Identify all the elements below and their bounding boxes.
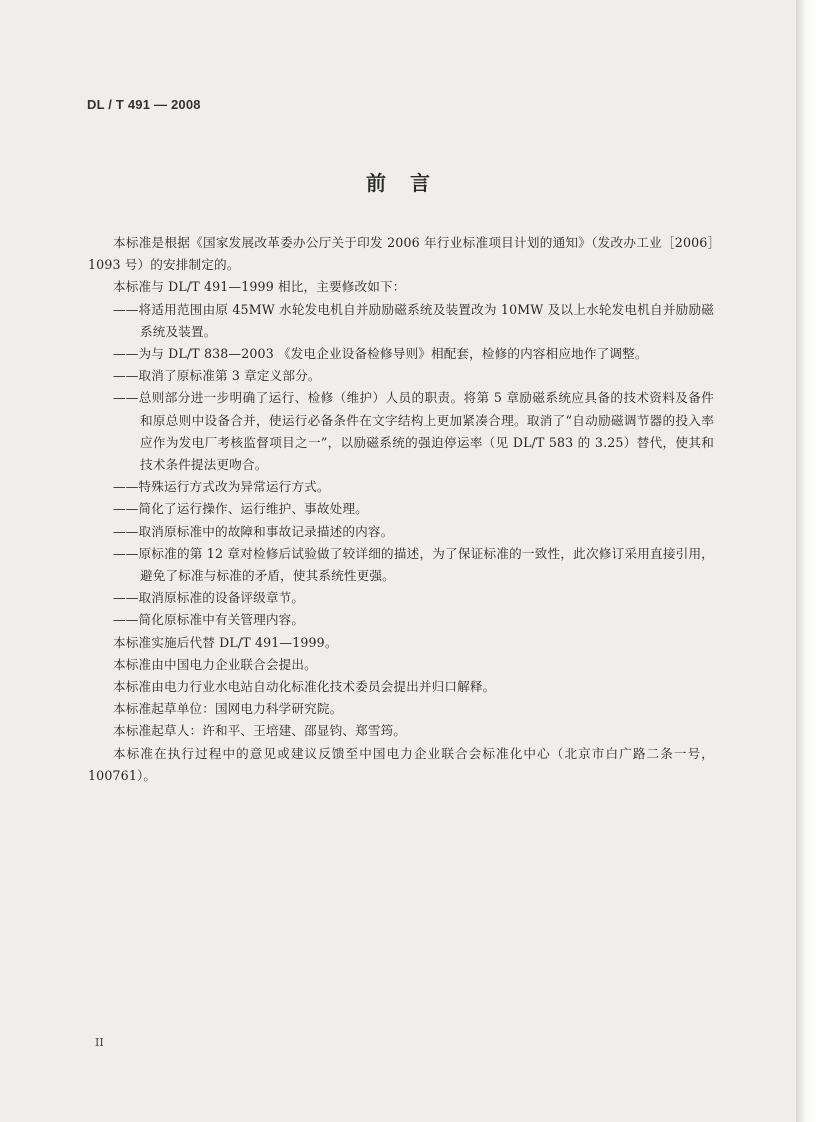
foreword-body xyxy=(88,232,714,787)
change-list-item: ——简化原标准中有关管理内容。 xyxy=(113,612,305,628)
change-list-item: ——取消了原标准第 3 章定义部分。 xyxy=(113,368,321,384)
change-list-item: ——原标准的第 12 章对检修后试验做了较详细的描述，为了保证标准的一致性，此次修订采用直接引用，避免了标准与标准的矛盾，使其系统性更强。 xyxy=(113,545,714,584)
standard-code: DL / T 491 — 2008 xyxy=(87,97,201,112)
paragraph: 本标准由电力行业水电站自动化标准化技术委员会提出并归口解释。 xyxy=(113,679,496,695)
change-list-item: ——特殊运行方式改为异常运行方式。 xyxy=(113,479,330,495)
paragraph: 本标准由中国电力企业联合会提出。 xyxy=(113,656,317,672)
paragraph: 本标准实施后代替 DL/T 491—1999。 xyxy=(113,634,338,650)
paragraph: 本标准起草人：许和平、王培建、邵显钧、郑雪筠。 xyxy=(113,723,407,739)
paragraph: 本标准起草单位：国网电力科学研究院。 xyxy=(113,701,343,717)
change-list-item: ——取消原标准的设备评级章节。 xyxy=(113,590,305,606)
change-list-item: ——总则部分进一步明确了运行、检修（维护）人员的职责。将第 5 章励磁系统应具备的技术资料及备件和原总则中设备合并，使运行必备条件在文字结构上更加紧凑合理。取消了“自动励磁调节器的投入率应作为发电厂考核监督项目之一”，以励磁系统的强迫停运率（见 DL/T 583 的 3.25）替代，使其和技术条件提法更吻合。 xyxy=(113,390,714,473)
paragraph: 本标准与 DL/T 491—1999 相比，主要修改如下： xyxy=(113,279,406,295)
paragraph: 本标准是根据《国家发展改革委办公厅关于印发 2006 年行业标准项目计划的通知》（发改办工业［2006］1093 号）的安排制定的。 xyxy=(88,235,714,273)
page-number: II xyxy=(95,1036,104,1049)
change-list-item: ——为与 DL/T 838—2003 《发电企业设备检修导则》相配套，检修的内容相应地作了调整。 xyxy=(113,346,648,362)
change-list-item: ——取消原标准中的故障和事故记录描述的内容。 xyxy=(113,523,394,539)
page-edge xyxy=(796,0,819,1122)
change-list-item: ——将适用范围由原 45MW 水轮发电机自并励励磁系统及装置改为 10MW 及以上水轮发电机自并励励磁系统及装置。 xyxy=(113,301,714,339)
change-list-item: ——简化了运行操作、运行维护、事故处理。 xyxy=(113,501,368,517)
page-title: 前言 xyxy=(366,171,454,195)
paragraph: 本标准在执行过程中的意见或建议反馈至中国电力企业联合会标准化中心（北京市白广路二条一号，100761）。 xyxy=(88,745,714,783)
